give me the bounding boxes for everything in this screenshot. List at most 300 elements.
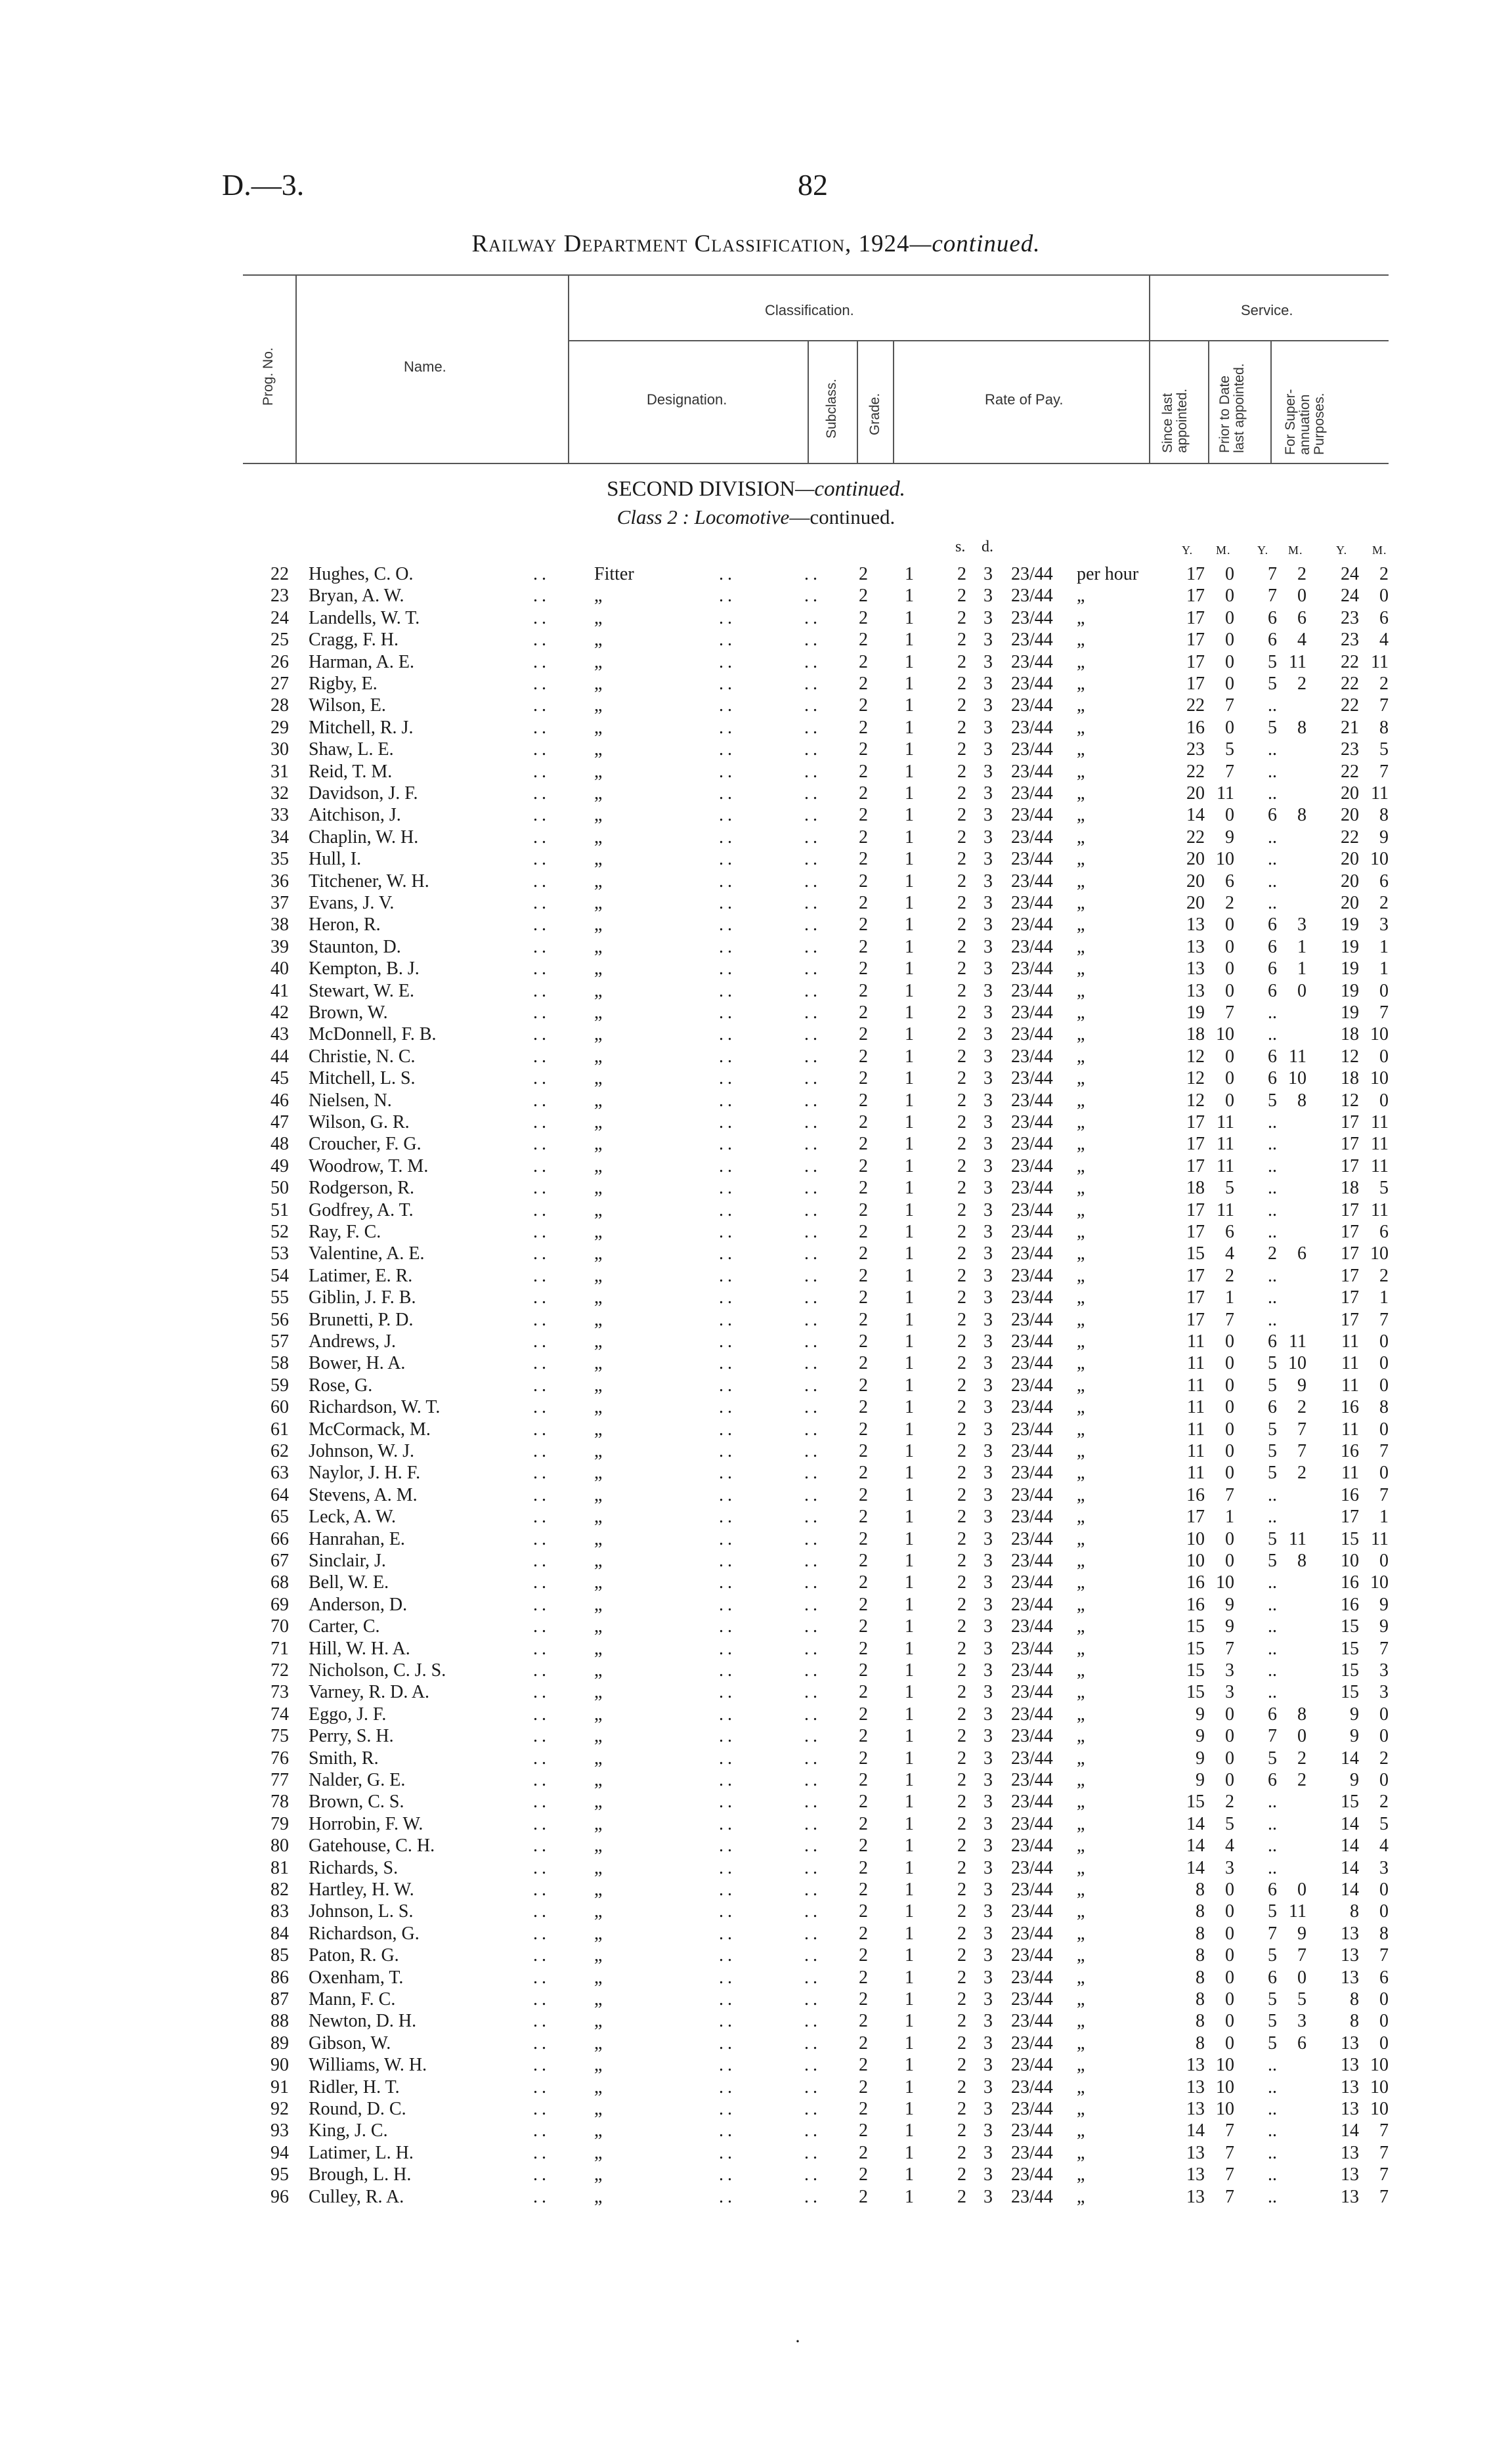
row-leader-dots: ..	[533, 1857, 550, 1878]
row-name: Richardson, W. T.	[309, 1397, 441, 1418]
row-pay-pence: 3	[983, 1594, 993, 1615]
row-super-months: 0	[1379, 1375, 1389, 1396]
row-pay-fraction: 23/44	[1011, 1989, 1053, 2009]
row-designation: „	[594, 1572, 603, 1593]
class-label: Class 2 :	[616, 505, 689, 528]
row-leader-dots: ..	[533, 1616, 550, 1637]
row-grade: 1	[905, 1638, 914, 1659]
row-leader-dots: ..	[804, 980, 821, 1001]
row-pay-fraction: 23/44	[1011, 936, 1053, 957]
row-leader-dots: ..	[719, 2055, 736, 2076]
row-pay-shillings: 2	[957, 1594, 966, 1615]
row-since-years: 13	[1186, 2055, 1205, 2076]
row-leader-dots: ..	[719, 1287, 736, 1308]
row-name: Sinclair, J.	[309, 1551, 386, 1571]
row-pay-shillings: 2	[957, 1857, 966, 1878]
row-pay-pence: 3	[983, 586, 993, 607]
row-super-years: 18	[1341, 1068, 1359, 1089]
row-pay-shillings: 2	[957, 1243, 966, 1264]
row-super-years: 8	[1350, 1901, 1359, 1922]
row-grade: 1	[905, 1309, 914, 1330]
row-grade: 1	[905, 1682, 914, 1703]
row-pay-shillings: 2	[957, 1836, 966, 1857]
row-leader-dots: ..	[804, 2099, 821, 2119]
row-pay-period: „	[1077, 586, 1085, 607]
row-leader-dots: ..	[533, 2186, 550, 2207]
row-super-months: 7	[1379, 1638, 1389, 1659]
row-leader-dots: ..	[533, 1287, 550, 1308]
row-super-months: 10	[1370, 1024, 1389, 1045]
row-leader-dots: ..	[719, 739, 736, 760]
row-grade: 1	[905, 1046, 914, 1067]
header-prior-to-date: Prior to Date last appointed.	[1217, 363, 1247, 453]
row-leader-dots: ..	[804, 1024, 821, 1045]
row-super-years: 15	[1341, 1616, 1359, 1637]
row-leader-dots: ..	[804, 1880, 821, 1900]
row-leader-dots: ..	[804, 1528, 821, 1549]
row-designation: „	[594, 783, 603, 804]
row-pay-period: „	[1077, 1046, 1085, 1067]
table-row	[0, 2010, 1512, 2032]
header-service: Service.	[1241, 302, 1293, 318]
row-since-years: 11	[1187, 1397, 1205, 1418]
row-since-years: 8	[1196, 1901, 1205, 1922]
row-number: 91	[270, 2076, 289, 2097]
row-pay-pence: 3	[983, 1484, 993, 1505]
row-since-months: 5	[1225, 1813, 1234, 1834]
row-pay-shillings: 2	[957, 1353, 966, 1374]
row-leader-dots: ..	[533, 1155, 550, 1176]
row-grade: 1	[905, 805, 914, 826]
row-super-years: 14	[1341, 1880, 1359, 1900]
row-grade: 1	[905, 1265, 914, 1286]
row-number: 94	[270, 2142, 289, 2163]
table-row	[0, 651, 1512, 673]
row-leader-dots: ..	[533, 1199, 550, 1220]
row-designation: „	[594, 893, 603, 913]
row-since-years: 8	[1196, 1945, 1205, 1966]
row-leader-dots: ..	[719, 1199, 736, 1220]
table-row	[0, 1616, 1512, 1637]
row-subclass: 2	[859, 1726, 868, 1747]
row-prior-years: ..	[1268, 2055, 1277, 2076]
table-row	[0, 1331, 1512, 1352]
row-leader-dots: ..	[804, 1989, 821, 2009]
row-pay-period: „	[1077, 1594, 1085, 1615]
row-subclass: 2	[859, 1813, 868, 1834]
row-prior-years: 6	[1268, 1046, 1277, 1067]
row-pay-pence: 3	[983, 1967, 993, 1988]
row-pay-period: „	[1077, 1836, 1085, 1857]
row-since-years: 13	[1186, 2186, 1205, 2207]
row-super-months: 1	[1379, 936, 1389, 957]
row-since-months: 10	[1216, 1024, 1234, 1045]
row-since-years: 15	[1186, 1638, 1205, 1659]
row-pay-fraction: 23/44	[1011, 1528, 1053, 1549]
row-number: 89	[270, 2032, 289, 2053]
row-leader-dots: ..	[804, 1375, 821, 1396]
row-since-months: 0	[1225, 1551, 1234, 1571]
row-subclass: 2	[859, 1375, 868, 1396]
row-pay-fraction: 23/44	[1011, 1199, 1053, 1220]
row-name: Williams, W. H.	[309, 2055, 427, 2076]
row-designation: „	[594, 1551, 603, 1571]
row-pay-shillings: 2	[957, 761, 966, 782]
row-subclass: 2	[859, 936, 868, 957]
table-row	[0, 1023, 1512, 1045]
row-pay-period: „	[1077, 1551, 1085, 1571]
row-super-months: 5	[1379, 1178, 1389, 1199]
row-leader-dots: ..	[533, 1134, 550, 1155]
row-pay-shillings: 2	[957, 1331, 966, 1352]
row-pay-pence: 3	[983, 1923, 993, 1944]
document-reference: D.—3.	[222, 168, 305, 202]
row-pay-shillings: 2	[957, 1484, 966, 1505]
row-leader-dots: ..	[533, 936, 550, 957]
row-super-months: 9	[1379, 1594, 1389, 1615]
row-prior-months: 7	[1297, 1419, 1307, 1440]
row-designation: „	[594, 1222, 603, 1242]
row-prior-years: ..	[1268, 1813, 1277, 1834]
row-prior-years: ..	[1268, 739, 1277, 760]
row-number: 60	[270, 1397, 289, 1418]
row-number: 22	[270, 564, 289, 584]
row-pay-period: „	[1077, 936, 1085, 957]
row-designation: „	[594, 1068, 603, 1089]
row-designation: „	[594, 1682, 603, 1703]
row-pay-fraction: 23/44	[1011, 1046, 1053, 1067]
row-leader-dots: ..	[533, 1353, 550, 1374]
row-super-months: 0	[1379, 2011, 1389, 2032]
row-number: 53	[270, 1243, 289, 1264]
row-pay-period: „	[1077, 1989, 1085, 2009]
row-prior-years: ..	[1268, 1222, 1277, 1242]
row-pay-period: „	[1077, 1178, 1085, 1199]
row-subclass: 2	[859, 1551, 868, 1571]
row-leader-dots: ..	[533, 1704, 550, 1725]
row-prior-months: 2	[1297, 1397, 1307, 1418]
table-row	[0, 1594, 1512, 1616]
row-number: 74	[270, 1704, 289, 1725]
row-prior-years: 5	[1268, 674, 1277, 694]
row-prior-years: ..	[1268, 1572, 1277, 1593]
row-number: 62	[270, 1441, 289, 1461]
row-since-months: 7	[1225, 1309, 1234, 1330]
row-prior-months: 11	[1289, 651, 1307, 672]
row-grade: 1	[905, 936, 914, 957]
row-since-months: 0	[1225, 1463, 1234, 1484]
row-subclass: 2	[859, 1682, 868, 1703]
row-pay-shillings: 2	[957, 1419, 966, 1440]
row-pay-fraction: 23/44	[1011, 1704, 1053, 1725]
table-row	[0, 1835, 1512, 1857]
row-pay-period: „	[1077, 1484, 1085, 1505]
row-pay-pence: 3	[983, 827, 993, 848]
row-designation: „	[594, 1353, 603, 1374]
row-prior-years: ..	[1268, 761, 1277, 782]
row-since-months: 0	[1225, 1397, 1234, 1418]
row-since-months: 0	[1225, 2011, 1234, 2032]
row-leader-dots: ..	[804, 1507, 821, 1528]
row-since-years: 17	[1186, 1199, 1205, 1220]
row-pay-fraction: 23/44	[1011, 761, 1053, 782]
row-designation: „	[594, 607, 603, 628]
row-pay-pence: 3	[983, 1616, 993, 1637]
row-prior-years: 5	[1268, 1090, 1277, 1111]
row-super-months: 0	[1379, 586, 1389, 607]
table-row	[0, 1133, 1512, 1155]
row-super-months: 0	[1379, 1704, 1389, 1725]
row-super-years: 13	[1341, 2076, 1359, 2097]
row-number: 34	[270, 827, 289, 848]
row-number: 75	[270, 1726, 289, 1747]
row-since-years: 8	[1196, 1967, 1205, 1988]
row-leader-dots: ..	[719, 893, 736, 913]
row-leader-dots: ..	[533, 827, 550, 848]
row-pay-pence: 3	[983, 739, 993, 760]
row-pay-shillings: 2	[957, 630, 966, 651]
row-pay-period: „	[1077, 958, 1085, 979]
row-name: Newton, D. H.	[309, 2011, 417, 2032]
row-super-months: 8	[1379, 805, 1389, 826]
row-pay-fraction: 23/44	[1011, 1682, 1053, 1703]
row-super-years: 13	[1341, 1967, 1359, 1988]
row-pay-pence: 3	[983, 1726, 993, 1747]
row-pay-pence: 3	[983, 1441, 993, 1461]
row-grade: 1	[905, 914, 914, 935]
row-pay-pence: 3	[983, 1638, 993, 1659]
row-pay-shillings: 2	[957, 1090, 966, 1111]
row-number: 71	[270, 1638, 289, 1659]
row-grade: 1	[905, 1836, 914, 1857]
row-grade: 1	[905, 1989, 914, 2009]
row-since-months: 10	[1216, 849, 1234, 870]
row-pay-period: „	[1077, 1090, 1085, 1111]
row-pay-period: „	[1077, 2076, 1085, 2097]
row-designation: „	[594, 1880, 603, 1900]
row-pay-pence: 3	[983, 1792, 993, 1813]
row-pay-period: „	[1077, 1923, 1085, 1944]
table-row	[0, 563, 1512, 585]
table-row	[0, 761, 1512, 783]
row-subclass: 2	[859, 695, 868, 716]
row-designation: „	[594, 1857, 603, 1878]
row-leader-dots: ..	[719, 1704, 736, 1725]
row-name: Chaplin, W. H.	[309, 827, 419, 848]
row-prior-years: ..	[1268, 1638, 1277, 1659]
row-subclass: 2	[859, 1134, 868, 1155]
table-row	[0, 1046, 1512, 1067]
row-grade: 1	[905, 1178, 914, 1199]
table-row	[0, 1419, 1512, 1440]
row-pay-pence: 3	[983, 1002, 993, 1023]
table-row	[0, 2076, 1512, 2098]
row-pay-fraction: 23/44	[1011, 1112, 1053, 1132]
row-number: 87	[270, 1989, 289, 2009]
row-prior-years: ..	[1268, 1660, 1277, 1681]
row-pay-pence: 3	[983, 914, 993, 935]
row-name: Johnson, L. S.	[309, 1901, 414, 1922]
row-pay-period: „	[1077, 1967, 1085, 1988]
row-pay-fraction: 23/44	[1011, 1901, 1053, 1922]
table-row	[0, 1748, 1512, 1769]
row-pay-period: „	[1077, 1441, 1085, 1461]
row-since-years: 17	[1186, 1287, 1205, 1308]
row-super-years: 17	[1341, 1199, 1359, 1220]
table-row	[0, 1681, 1512, 1703]
row-designation: „	[594, 2164, 603, 2185]
row-grade: 1	[905, 717, 914, 738]
row-leader-dots: ..	[804, 783, 821, 804]
row-name: Hull, I.	[309, 849, 362, 870]
row-leader-dots: ..	[804, 1484, 821, 1505]
row-leader-dots: ..	[719, 1945, 736, 1966]
row-since-months: 0	[1225, 1770, 1234, 1790]
row-designation: „	[594, 1726, 603, 1747]
row-prior-years: 7	[1268, 564, 1277, 584]
row-since-years: 8	[1196, 2011, 1205, 2032]
row-leader-dots: ..	[533, 1945, 550, 1966]
row-since-years: 14	[1186, 1813, 1205, 1834]
row-since-years: 13	[1186, 2164, 1205, 2185]
row-pay-period: „	[1077, 1945, 1085, 1966]
row-leader-dots: ..	[804, 1813, 821, 1834]
row-number: 49	[270, 1155, 289, 1176]
row-leader-dots: ..	[533, 958, 550, 979]
row-pay-fraction: 23/44	[1011, 1265, 1053, 1286]
row-super-months: 3	[1379, 1857, 1389, 1878]
row-designation: „	[594, 1528, 603, 1549]
row-pay-shillings: 2	[957, 2164, 966, 2185]
row-leader-dots: ..	[533, 1528, 550, 1549]
row-subclass: 2	[859, 1638, 868, 1659]
row-pay-shillings: 2	[957, 1199, 966, 1220]
row-leader-dots: ..	[804, 2164, 821, 2185]
row-leader-dots: ..	[533, 1551, 550, 1571]
row-number: 92	[270, 2099, 289, 2119]
row-pay-period: „	[1077, 2099, 1085, 2119]
row-leader-dots: ..	[533, 1967, 550, 1988]
row-super-years: 23	[1341, 607, 1359, 628]
row-designation: „	[594, 1155, 603, 1176]
row-leader-dots: ..	[533, 1309, 550, 1330]
row-grade: 1	[905, 980, 914, 1001]
row-since-years: 15	[1186, 1792, 1205, 1813]
table-row	[0, 629, 1512, 651]
row-subclass: 2	[859, 2011, 868, 2032]
row-pay-fraction: 23/44	[1011, 2120, 1053, 2141]
row-pay-shillings: 2	[957, 564, 966, 584]
table-row	[0, 1440, 1512, 1462]
row-since-years: 17	[1186, 607, 1205, 628]
row-designation: „	[594, 2055, 603, 2076]
row-pay-shillings: 2	[957, 2120, 966, 2141]
row-pay-shillings: 2	[957, 717, 966, 738]
row-grade: 1	[905, 827, 914, 848]
row-super-months: 0	[1379, 1046, 1389, 1067]
row-prior-years: ..	[1268, 1024, 1277, 1045]
row-super-years: 15	[1341, 1682, 1359, 1703]
row-grade: 1	[905, 1090, 914, 1111]
row-leader-dots: ..	[719, 1616, 736, 1637]
unit-pence: d.	[982, 538, 993, 555]
row-grade: 1	[905, 1463, 914, 1484]
row-prior-years: ..	[1268, 1484, 1277, 1505]
row-prior-months: 2	[1297, 1748, 1307, 1769]
row-pay-shillings: 2	[957, 1748, 966, 1769]
row-since-years: 15	[1186, 1660, 1205, 1681]
row-prior-years: ..	[1268, 1594, 1277, 1615]
row-grade: 1	[905, 1353, 914, 1374]
row-pay-fraction: 23/44	[1011, 980, 1053, 1001]
row-since-years: 12	[1186, 1046, 1205, 1067]
row-name: McCormack, M.	[309, 1419, 431, 1440]
row-pay-pence: 3	[983, 2142, 993, 2163]
row-name: Rose, G.	[309, 1375, 373, 1396]
row-designation: „	[594, 630, 603, 651]
row-super-years: 22	[1341, 827, 1359, 848]
row-leader-dots: ..	[533, 739, 550, 760]
table-row	[0, 2164, 1512, 2185]
row-super-years: 14	[1341, 1813, 1359, 1834]
row-prior-months: 0	[1297, 1880, 1307, 1900]
row-designation: „	[594, 1199, 603, 1220]
row-leader-dots: ..	[804, 1178, 821, 1199]
row-designation: „	[594, 1484, 603, 1505]
row-since-years: 11	[1187, 1375, 1205, 1396]
row-pay-period: „	[1077, 2186, 1085, 2207]
row-super-years: 13	[1341, 1945, 1359, 1966]
row-leader-dots: ..	[533, 1901, 550, 1922]
row-pay-pence: 3	[983, 564, 993, 584]
row-name: Ridler, H. T.	[309, 2076, 400, 2097]
row-leader-dots: ..	[804, 607, 821, 628]
row-pay-fraction: 23/44	[1011, 1155, 1053, 1176]
row-pay-pence: 3	[983, 1397, 993, 1418]
row-pay-period: „	[1077, 1528, 1085, 1549]
row-super-years: 24	[1341, 586, 1359, 607]
row-pay-fraction: 23/44	[1011, 607, 1053, 628]
row-pay-pence: 3	[983, 1265, 993, 1286]
row-prior-years: 5	[1268, 1528, 1277, 1549]
row-designation: „	[594, 674, 603, 694]
row-pay-shillings: 2	[957, 674, 966, 694]
row-since-months: 7	[1225, 2120, 1234, 2141]
row-pay-pence: 3	[983, 1945, 993, 1966]
row-leader-dots: ..	[804, 1967, 821, 1988]
row-name: Ray, F. C.	[309, 1222, 381, 1242]
row-pay-pence: 3	[983, 2120, 993, 2141]
row-pay-fraction: 23/44	[1011, 1507, 1053, 1528]
row-pay-pence: 3	[983, 1134, 993, 1155]
row-subclass: 2	[859, 1704, 868, 1725]
row-super-years: 13	[1341, 1923, 1359, 1944]
row-leader-dots: ..	[719, 1792, 736, 1813]
row-since-months: 3	[1225, 1682, 1234, 1703]
unit-prior-months: M.	[1288, 544, 1303, 557]
row-pay-shillings: 2	[957, 1528, 966, 1549]
row-super-years: 17	[1341, 1112, 1359, 1132]
row-super-months: 7	[1379, 1309, 1389, 1330]
row-prior-years: ..	[1268, 783, 1277, 804]
row-leader-dots: ..	[533, 2055, 550, 2076]
row-subclass: 2	[859, 1024, 868, 1045]
row-pay-period: „	[1077, 2011, 1085, 2032]
row-pay-shillings: 2	[957, 1178, 966, 1199]
row-leader-dots: ..	[719, 2011, 736, 2032]
row-prior-years: ..	[1268, 1857, 1277, 1878]
row-since-years: 16	[1186, 717, 1205, 738]
